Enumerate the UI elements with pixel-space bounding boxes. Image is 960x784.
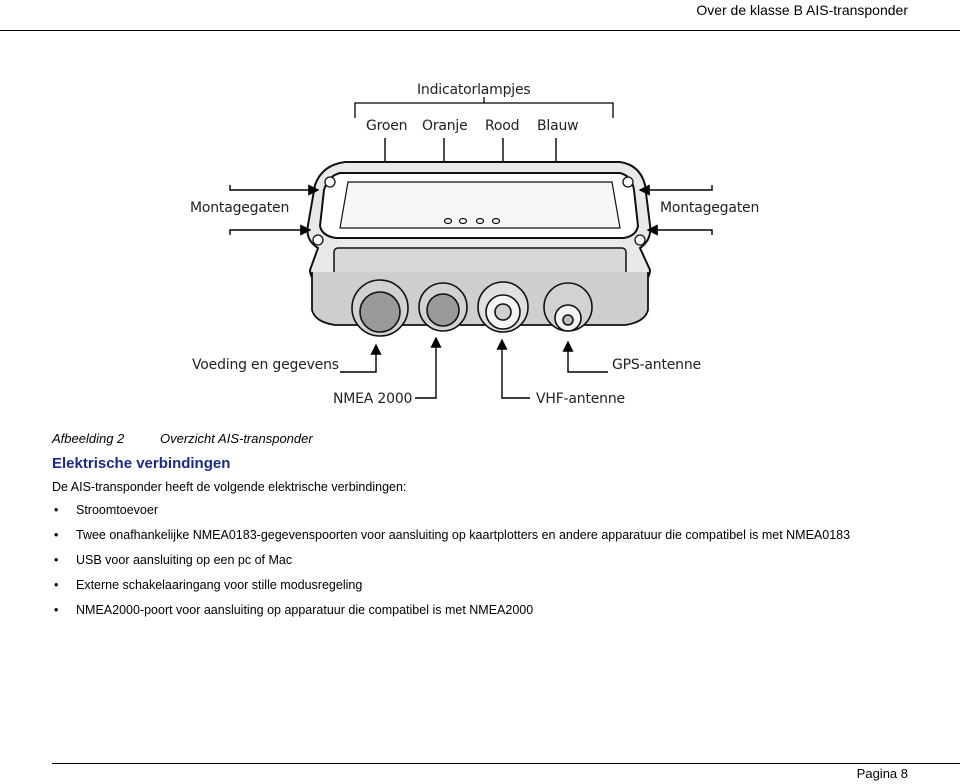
label-montagegaten-left: Montagegaten bbox=[190, 200, 290, 216]
label-oranje: Oranje bbox=[422, 118, 468, 134]
page-header-title: Over de klasse B AIS-transponder bbox=[696, 2, 908, 18]
section-title: Elektrische verbindingen bbox=[52, 455, 231, 472]
list-item: • USB voor aansluiting op een pc of Mac bbox=[52, 552, 912, 568]
figure-caption bbox=[52, 431, 313, 446]
label-gps-antenne: GPS-antenne bbox=[612, 357, 701, 373]
label-nmea-2000: NMEA 2000 bbox=[333, 391, 413, 407]
footer-divider bbox=[52, 763, 960, 764]
label-blauw: Blauw bbox=[537, 118, 579, 134]
figure-caption-number: Afbeelding 2 bbox=[52, 431, 125, 446]
label-rood: Rood bbox=[485, 118, 520, 134]
section-intro: De AIS-transponder heeft de volgende elektrische verbindingen: bbox=[52, 480, 407, 494]
connector-nmea2000 bbox=[419, 283, 467, 331]
connector-gps bbox=[544, 283, 592, 331]
page-number: Pagina 8 bbox=[856, 766, 908, 781]
connector-vhf bbox=[478, 282, 528, 332]
connections-list bbox=[52, 502, 912, 627]
list-item: • Externe schakelaaringang voor stille modusregeling bbox=[52, 577, 912, 593]
list-item: • Stroomtoevoer bbox=[52, 502, 912, 518]
list-item: • Twee onafhankelijke NMEA0183-gegevenspoorten voor aansluiting op kaartplotters en andere apparatuur die compatibel is met NMEA0183 bbox=[52, 527, 912, 543]
label-voeding-en-gegevens: Voeding en gegevens bbox=[192, 357, 339, 373]
connector-leaders bbox=[340, 338, 608, 398]
list-item: • NMEA2000-poort voor aansluiting op apparatuur die compatibel is met NMEA2000 bbox=[52, 602, 912, 618]
label-vhf-antenne: VHF-antenne bbox=[536, 391, 625, 407]
label-montagegaten-right: Montagegaten bbox=[660, 200, 760, 216]
figure-caption-title: Overzicht AIS-transponder bbox=[160, 431, 313, 446]
label-indicatorlampjes: Indicatorlampjes bbox=[417, 82, 531, 98]
label-groen: Groen bbox=[366, 118, 408, 134]
indicator-bracket bbox=[355, 97, 613, 118]
connector-power-data bbox=[352, 280, 408, 336]
